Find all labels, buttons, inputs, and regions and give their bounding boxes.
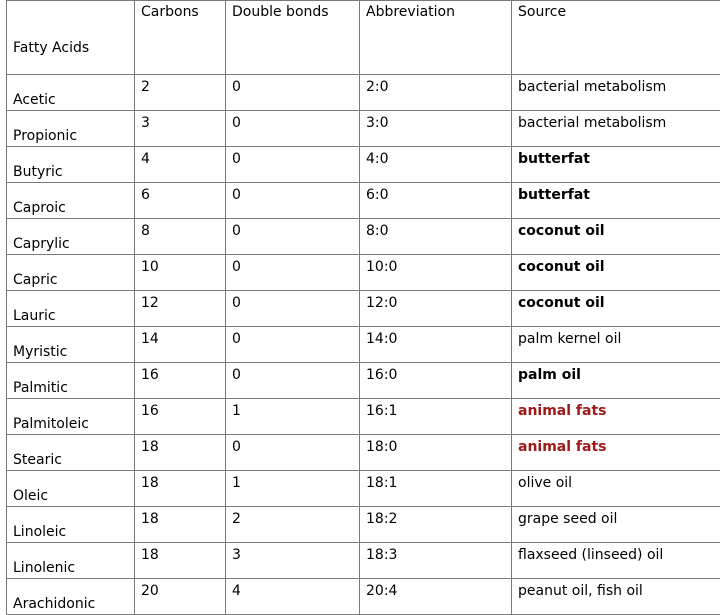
cell-fatty-acid: Stearic — [7, 435, 135, 471]
cell-fatty-acid: Palmitoleic — [7, 399, 135, 435]
cell-carbons: 6 — [135, 183, 226, 219]
cell-carbons: 14 — [135, 327, 226, 363]
table-row — [7, 399, 720, 435]
cell-carbons: 20 — [135, 579, 226, 615]
cell-fatty-acid: Arachidonic — [7, 579, 135, 615]
cell-abbreviation: 20:4 — [360, 579, 512, 615]
cell-source: palm oil — [512, 363, 720, 399]
cell-source: animal fats — [512, 435, 720, 471]
cell-source: olive oil — [512, 471, 720, 507]
table-row — [7, 327, 720, 363]
cell-fatty-acid: Caproic — [7, 183, 135, 219]
cell-double-bonds: 0 — [226, 183, 360, 219]
cell-double-bonds: 0 — [226, 255, 360, 291]
table-header — [7, 1, 720, 75]
cell-carbons: 2 — [135, 75, 226, 111]
cell-abbreviation: 14:0 — [360, 327, 512, 363]
cell-double-bonds: 0 — [226, 147, 360, 183]
table-row — [7, 147, 720, 183]
table-row — [7, 111, 720, 147]
cell-double-bonds: 1 — [226, 399, 360, 435]
cell-source: coconut oil — [512, 255, 720, 291]
header-row — [7, 1, 720, 75]
cell-double-bonds: 2 — [226, 507, 360, 543]
cell-carbons: 16 — [135, 399, 226, 435]
cell-double-bonds: 0 — [226, 327, 360, 363]
cell-source: flaxseed (linseed) oil — [512, 543, 720, 579]
cell-carbons: 18 — [135, 435, 226, 471]
cell-carbons: 3 — [135, 111, 226, 147]
cell-abbreviation: 6:0 — [360, 183, 512, 219]
cell-carbons: 16 — [135, 363, 226, 399]
cell-fatty-acid: Oleic — [7, 471, 135, 507]
table-row — [7, 219, 720, 255]
cell-fatty-acid: Palmitic — [7, 363, 135, 399]
table-row — [7, 255, 720, 291]
cell-carbons: 18 — [135, 543, 226, 579]
cell-fatty-acid: Capric — [7, 255, 135, 291]
header-carbons: Carbons — [135, 1, 226, 75]
header-fatty-acids: Fatty Acids — [7, 1, 135, 75]
cell-carbons: 4 — [135, 147, 226, 183]
cell-abbreviation: 3:0 — [360, 111, 512, 147]
table-row — [7, 75, 720, 111]
table-row — [7, 363, 720, 399]
table-row — [7, 471, 720, 507]
table-row — [7, 183, 720, 219]
cell-abbreviation: 8:0 — [360, 219, 512, 255]
cell-double-bonds: 0 — [226, 75, 360, 111]
cell-abbreviation: 2:0 — [360, 75, 512, 111]
cell-abbreviation: 16:1 — [360, 399, 512, 435]
header-source: Source — [512, 1, 720, 75]
table-row — [7, 543, 720, 579]
cell-source: peanut oil, fish oil — [512, 579, 720, 615]
cell-double-bonds: 1 — [226, 471, 360, 507]
cell-fatty-acid: Lauric — [7, 291, 135, 327]
cell-carbons: 12 — [135, 291, 226, 327]
cell-abbreviation: 16:0 — [360, 363, 512, 399]
table-row — [7, 507, 720, 543]
cell-source: butterfat — [512, 147, 720, 183]
cell-carbons: 8 — [135, 219, 226, 255]
cell-source: grape seed oil — [512, 507, 720, 543]
cell-double-bonds: 0 — [226, 219, 360, 255]
cell-double-bonds: 3 — [226, 543, 360, 579]
cell-carbons: 18 — [135, 471, 226, 507]
cell-source: coconut oil — [512, 219, 720, 255]
cell-fatty-acid: Linolenic — [7, 543, 135, 579]
cell-carbons: 10 — [135, 255, 226, 291]
cell-double-bonds: 0 — [226, 363, 360, 399]
cell-abbreviation: 18:2 — [360, 507, 512, 543]
table-row — [7, 579, 720, 615]
cell-abbreviation: 4:0 — [360, 147, 512, 183]
cell-fatty-acid: Propionic — [7, 111, 135, 147]
cell-source: bacterial metabolism — [512, 111, 720, 147]
cell-source: animal fats — [512, 399, 720, 435]
cell-fatty-acid: Butyric — [7, 147, 135, 183]
cell-abbreviation: 12:0 — [360, 291, 512, 327]
cell-fatty-acid: Linoleic — [7, 507, 135, 543]
cell-source: coconut oil — [512, 291, 720, 327]
cell-source: butterfat — [512, 183, 720, 219]
cell-source: palm kernel oil — [512, 327, 720, 363]
table-body — [7, 75, 720, 615]
cell-carbons: 18 — [135, 507, 226, 543]
cell-double-bonds: 0 — [226, 291, 360, 327]
fatty-acids-table — [6, 0, 720, 615]
cell-fatty-acid: Acetic — [7, 75, 135, 111]
cell-double-bonds: 4 — [226, 579, 360, 615]
cell-abbreviation: 18:3 — [360, 543, 512, 579]
cell-abbreviation: 18:1 — [360, 471, 512, 507]
cell-fatty-acid: Myristic — [7, 327, 135, 363]
header-abbreviation: Abbreviation — [360, 1, 512, 75]
cell-abbreviation: 18:0 — [360, 435, 512, 471]
table-row — [7, 291, 720, 327]
cell-abbreviation: 10:0 — [360, 255, 512, 291]
cell-double-bonds: 0 — [226, 435, 360, 471]
cell-double-bonds: 0 — [226, 111, 360, 147]
table-row — [7, 435, 720, 471]
cell-fatty-acid: Caprylic — [7, 219, 135, 255]
cell-source: bacterial metabolism — [512, 75, 720, 111]
header-double-bonds: Double bonds — [226, 1, 360, 75]
